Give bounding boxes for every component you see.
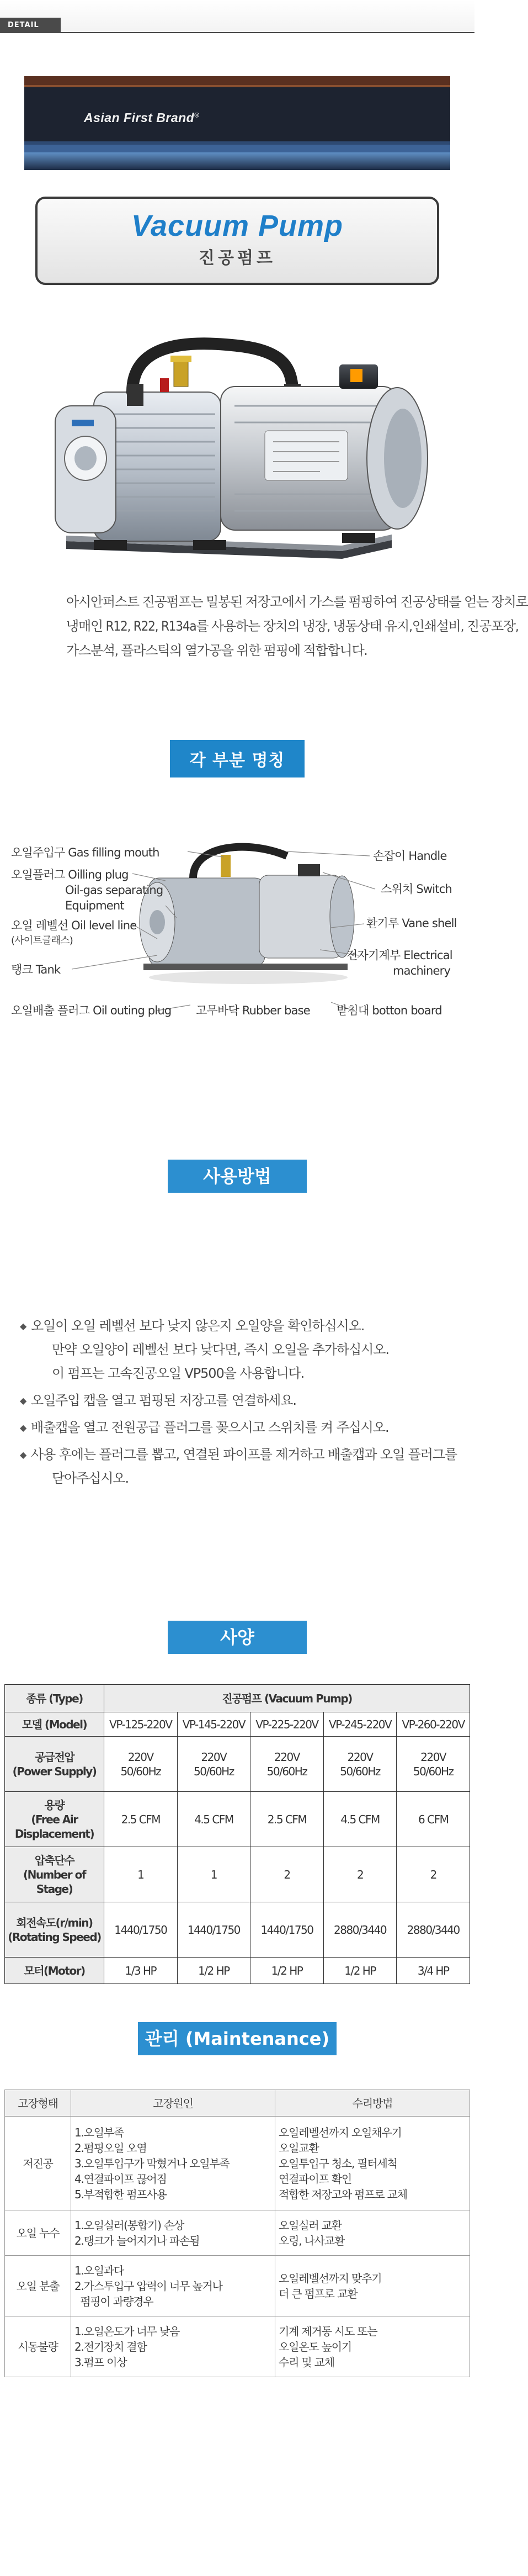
fault-type: 저진공 (5, 2117, 71, 2210)
fault-type: 오일 누수 (5, 2210, 71, 2256)
spec-model: VP-225-220V (250, 1712, 324, 1737)
product-title-box (35, 197, 439, 285)
label-machinery: machinery (393, 964, 451, 977)
fault-fixes: 오일실러 교환 오링, 나사교환 (275, 2210, 470, 2256)
spec-row-label: 용량 (Free Air Displacement) (5, 1792, 104, 1847)
detail-underline (61, 32, 474, 33)
spec-header-product: 진공펌프 (Vacuum Pump) (104, 1685, 470, 1712)
usage-item: ◆ 오일주입 캡을 열고 펌핑된 저장고를 연결하세요. (21, 1389, 462, 1413)
spec-cell: 1440/1750 (250, 1902, 324, 1958)
spec-cell: 220V 50/60Hz (177, 1737, 250, 1792)
spec-cell: 220V 50/60Hz (104, 1737, 178, 1792)
spec-cell: 1 (177, 1847, 250, 1902)
spec-row-label: 공급전압 (Power Supply) (5, 1737, 104, 1792)
label-oil-out: 오일배출 플러그 Oil outing plug (11, 1004, 172, 1017)
maintenance-header-cause: 고장원인 (71, 2090, 275, 2117)
spec-cell: 6 CFM (397, 1792, 470, 1847)
spec-cell: 4.5 CFM (323, 1792, 397, 1847)
label-oil-level: 오일 레벨선 Oil level line (11, 919, 137, 932)
label-tank: 탱크 Tank (11, 963, 61, 976)
label-handle: 손잡이 Handle (373, 849, 447, 863)
usage-item-cont: 닫아주십시오. (52, 1471, 129, 1486)
maintenance-section-header (0, 2022, 474, 2055)
fault-causes: 1.오일실러(봉합기) 손상 2.탱크가 늘어지거나 파손됨 (71, 2210, 275, 2256)
fault-fixes: 오일레벨선까지 오일채우기 오일교환 오일투입구 청소, 필터세척 연결파이프 확인 적합한 저장고와 펌프로 교체 (275, 2117, 470, 2210)
fault-fixes: 오일레벨선까지 맞추기 더 큰 펌프로 교환 (275, 2256, 470, 2316)
fault-causes: 1.오일온도가 너무 낮음 2.전기장치 결함 3.펌프 이상 (71, 2316, 275, 2377)
usage-section-title: 사용방법 (168, 1160, 307, 1193)
usage-item-cont: 만약 오일양이 레벨선 보다 낮다면, 즉시 오일을 추가하십시오. (52, 1342, 389, 1357)
spec-cell: 4.5 CFM (177, 1792, 250, 1847)
detail-header-bar (0, 0, 474, 33)
spec-cell: 2880/3440 (323, 1902, 397, 1958)
label-bottom-board: 받침대 botton board (337, 1004, 442, 1017)
maintenance-header-fix: 수리방법 (275, 2090, 470, 2117)
description-line: 가스분석, 플라스틱의 열가공을 위한 펌핑에 적합합니다. (66, 643, 367, 658)
spec-row-label: 모터(Motor) (5, 1958, 104, 1984)
brand-banner (24, 76, 450, 170)
spec-row-label: 압축단수 (Number of Stage) (5, 1847, 104, 1902)
fault-causes: 1.오일과다 2.가스투입구 압력이 너무 높거나 펌핑이 과량경우 (71, 2256, 275, 2316)
usage-section-header (0, 1160, 474, 1193)
vacuum-pump-image (33, 309, 452, 580)
label-oil-fill: 오일주입구 Gas filling mouth (11, 846, 159, 859)
fault-type: 오일 분출 (5, 2256, 71, 2316)
usage-list (21, 1314, 462, 1490)
product-description (66, 590, 528, 663)
parts-section-header (0, 740, 474, 777)
brand-name: Asian First Brand® (84, 110, 200, 125)
spec-cell: 2 (323, 1847, 397, 1902)
spec-model-label: 모델 (Model) (5, 1712, 104, 1737)
spec-cell: 1 (104, 1847, 178, 1902)
fault-fixes: 기계 제거동 시도 또는 오일온도 높이기 수리 및 교체 (275, 2316, 470, 2377)
spec-section-header (0, 1621, 474, 1654)
usage-item: ◆ 배출캡을 열고 전원공급 플러그를 꽂으시고 스위치를 켜 주십시오. (21, 1416, 462, 1440)
parts-diagram (0, 790, 474, 1033)
spec-cell: 1/2 HP (323, 1958, 397, 1984)
product-title-en: Vacuum Pump (131, 209, 344, 242)
spec-model: VP-260-220V (397, 1712, 470, 1737)
spec-section-title: 사양 (168, 1621, 307, 1654)
parts-section-title: 각 부분 명칭 (170, 740, 305, 777)
spec-cell: 1/2 HP (250, 1958, 324, 1984)
spec-cell: 1440/1750 (104, 1902, 178, 1958)
spec-cell: 3/4 HP (397, 1958, 470, 1984)
label-oil-plug: 오일플러그 Oilling plug (11, 868, 129, 881)
spec-model: VP-125-220V (104, 1712, 178, 1737)
label-rubber-base: 고무바닥 Rubber base (196, 1004, 310, 1017)
label-vane-shell: 환기루 Vane shell (366, 917, 457, 930)
detail-label: DETAIL (0, 18, 61, 33)
maintenance-section-title: 관리 (Maintenance) (138, 2022, 337, 2055)
spec-cell: 220V 50/60Hz (397, 1737, 470, 1792)
label-oil-gas-sep: Oil-gas separating (65, 884, 163, 897)
spec-cell: 2880/3440 (397, 1902, 470, 1958)
maintenance-header-type: 고장형태 (5, 2090, 71, 2117)
usage-item-cont: 이 펌프는 고속진공오일 VP500을 사용합니다. (52, 1366, 305, 1381)
spec-cell: 2 (397, 1847, 470, 1902)
usage-item: ◆ 오일이 오일 레벨선 보다 낮지 않은지 오일양을 확인하십시오. (21, 1314, 462, 1338)
description-line: 냉매인 R12, R22, R134a를 사용하는 장치의 냉장, 냉동상태 유지,인쇄설비, 진공포장, (66, 618, 519, 634)
spec-model: VP-245-220V (323, 1712, 397, 1737)
spec-cell: 1/2 HP (177, 1958, 250, 1984)
fault-causes: 1.오일부족 2.펌핑오일 오염 3.오일투입구가 막혔거나 오일부족 4.연결파이프 끊어짐 5.부적합한 펌프사용 (71, 2117, 275, 2210)
spec-cell: 2.5 CFM (104, 1792, 178, 1847)
spec-cell: 2 (250, 1847, 324, 1902)
fault-type: 시동불량 (5, 2316, 71, 2377)
spec-row-label: 회전속도(r/min) (Rotating Speed) (5, 1902, 104, 1958)
usage-item: ◆ 사용 후에는 플러그를 뽑고, 연결된 파이프를 제거하고 배출캡과 오일 플러그를 (21, 1443, 462, 1467)
spec-cell: 2.5 CFM (250, 1792, 324, 1847)
label-switch: 스위치 Switch (381, 882, 452, 896)
label-oil-gas-sep-2: Equipment (65, 899, 124, 912)
spec-cell: 220V 50/60Hz (250, 1737, 324, 1792)
spec-table (4, 1684, 470, 1984)
spec-cell: 220V 50/60Hz (323, 1737, 397, 1792)
spec-model: VP-145-220V (177, 1712, 250, 1737)
maintenance-table (4, 2090, 470, 2377)
spec-cell: 1440/1750 (177, 1902, 250, 1958)
label-sight-glass: (사이트글래스) (11, 935, 73, 946)
product-title-ko: 진공펌프 (199, 248, 276, 268)
spec-header-type: 종류 (Type) (5, 1685, 104, 1712)
spec-cell: 1/3 HP (104, 1958, 178, 1984)
description-line: 아시안퍼스트 진공펌프는 밀봉된 저장고에서 가스를 펌핑하여 진공상태를 얻는 장치로 (66, 594, 528, 610)
label-electrical: 전자기계부 Electrical (346, 949, 452, 962)
